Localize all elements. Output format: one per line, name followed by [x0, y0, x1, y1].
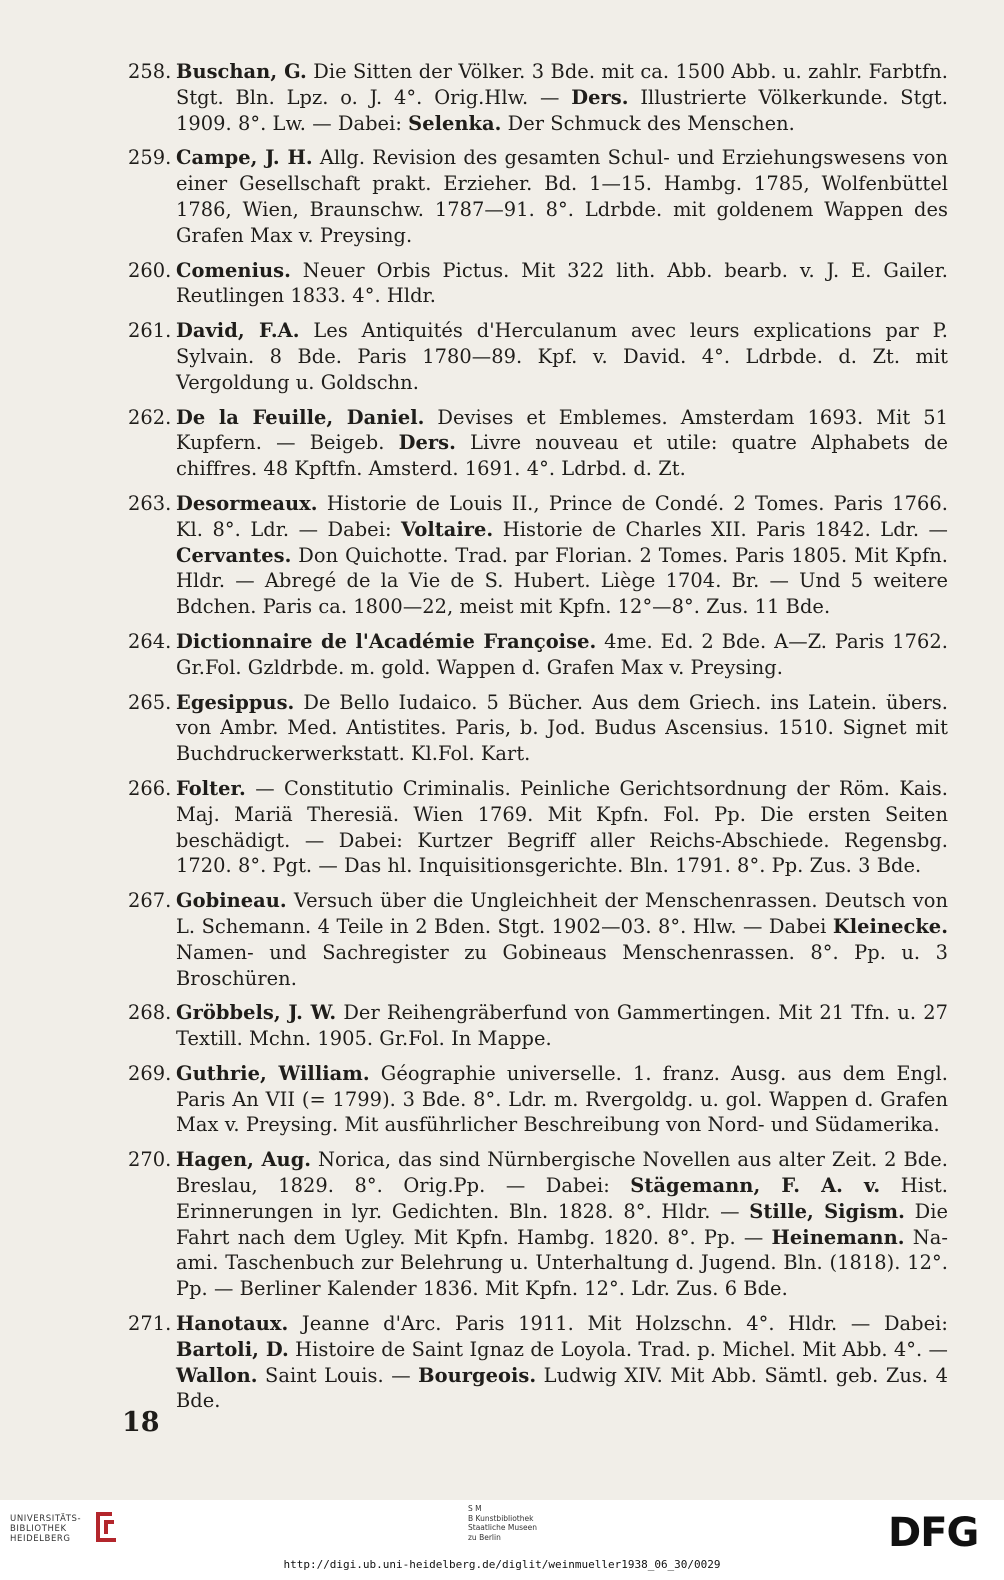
- entry-author: Folter.: [176, 776, 246, 800]
- entry-author: Ders.: [398, 431, 456, 455]
- entry-author: Bartoli, D.: [176, 1337, 289, 1361]
- entry-text: Géographie universelle. 1. franz. Ausg. aus dem Engl. Paris An VII (= 1799). 3 Bde. 8°. Ldr. m. Rvergoldg. u. gol. Wappen d. Grafen Max v. Preysing. Mit ausführlicher Beschreibung von Nord- und Südamerika.: [176, 1061, 949, 1137]
- catalog-entry: [128, 1311, 948, 1414]
- entry-number: 263.: [128, 491, 172, 515]
- entry-number: 259.: [128, 146, 172, 170]
- entry-text: Jeanne d'Arc. Paris 1911. Mit Holzschn. 4°. Hldr. — Dabei:: [288, 1312, 948, 1336]
- entry-text: Saint Louis. —: [257, 1363, 419, 1387]
- entry-text: Historie de Charles XII. Paris 1842. Ldr. —: [493, 517, 948, 541]
- library-line: UNIVERSITÄTS-: [10, 1514, 82, 1524]
- entry-text: Namen- und Sachregister zu Gobineaus Menschenrassen. 8°. Pp. u. 3 Broschüren.: [176, 940, 948, 990]
- catalog-entry: [128, 59, 948, 136]
- entry-text: Die Fahrt nach dem Ugley. Mit Kpfn. Hambg. 1820. 8°. Pp. —: [176, 1199, 948, 1249]
- entry-number: 260.: [128, 258, 172, 282]
- entry-author: Buschan, G.: [176, 60, 307, 83]
- entry-text: Neuer Orbis Pictus. Mit 322 lith. Abb. bearb. v. J. E. Gailer. Reutlingen 1833. 4°. Hldr.: [176, 258, 948, 308]
- catalog-entry: [128, 1147, 948, 1302]
- catalog-entry: [128, 405, 948, 482]
- entry-text: Der Reihengräberfund von Gammertingen. Mit 21 Tfn. u. 27 Textill. Mchn. 1905. Gr.Fol. In Mappe.: [176, 1001, 948, 1051]
- library-name: [10, 1514, 81, 1544]
- entry-text: — Constitutio Criminalis. Peinliche Gerichtsordnung der Röm. Kais. Maj. Mariä Theresiä. Wien 1769. Mit Kpfn. Fol. Pp. Die ersten Seiten beschädigt. — Dabei: Kurtzer Begriff aller Reichs-Abschiede. Regensbg. 1720. 8°. Pgt. — Das hl. Inquisitionsgerichte. Bln. 1791. 8°. Pp. Zus. 3 Bde.: [176, 776, 948, 878]
- entry-text: Der Schmuck des Menschen.: [501, 111, 795, 135]
- entry-author: David, F.A.: [176, 319, 300, 343]
- entry-author: Hagen, Aug.: [176, 1148, 312, 1172]
- digitization-footer: [0, 1500, 1004, 1580]
- entry-author: Kleinecke.: [832, 914, 948, 938]
- entry-author: Dictionnaire de l'Académie Françoise.: [176, 629, 597, 653]
- library-logo-icon: [90, 1508, 122, 1544]
- entry-number: 265.: [128, 690, 172, 714]
- entry-text: Allg. Revision des gesamten Schul- und Erziehungswesens von einer Gesellschaft prakt. Erzieher. Bd. 1—15. Hambg. 1785, Wolfenbüttel 1786, Wien, Braunschw. 1787—91. 8°. Ldrbde. mit goldenem Wappen des Grafen Max v. Preysing.: [176, 146, 948, 247]
- museum-line: zu Berlin: [468, 1532, 501, 1542]
- entry-author: Cervantes.: [176, 543, 292, 567]
- entry-author: Bourgeois.: [418, 1363, 537, 1387]
- dfg-logo: DFG: [888, 1510, 979, 1556]
- library-line: HEIDELBERG: [10, 1534, 71, 1544]
- entry-author: Comenius.: [176, 258, 291, 282]
- entry-number: 271.: [128, 1312, 172, 1336]
- entry-author: Stägemann, F. A. v.: [630, 1174, 881, 1198]
- museum-line: B Kunstbibliothek: [468, 1513, 534, 1523]
- entry-number: 261.: [128, 319, 172, 343]
- catalog-entry: [128, 258, 948, 310]
- entry-author: Egesippus.: [176, 690, 295, 714]
- entry-text: Die Sitten der Völker. 3 Bde. mit ca. 1500 Abb. u. zahlr. Farbtfn. Stgt. Bln. Lpz. o. J. 4°. Orig.Hlw. —: [176, 60, 948, 109]
- museum-line: S M: [468, 1504, 482, 1513]
- entry-author: Ders.: [571, 85, 629, 109]
- entry-text: Hist. Erinnerungen in lyr. Gedichten. Bln. 1828. 8°. Hldr. —: [176, 1174, 949, 1223]
- entry-text: Na-ami. Taschenbuch zur Belehrung u. Unterhaltung d. Jugend. Bln. (1818). 12°. Pp. — Berliner Kalender 1836. Mit Kpfn. 12°. Ldr. Zus. 6 Bde.: [176, 1225, 948, 1301]
- source-url[interactable]: http://digi.ub.uni-heidelberg.de/diglit/weinmueller1938_06_30/0029: [283, 1558, 721, 1571]
- entry-number: 268.: [128, 1001, 172, 1025]
- entry-author: Stille, Sigism.: [749, 1199, 905, 1223]
- entry-text: Livre nouveau et utile: quatre Alphabets de chiffres. 48 Kpftfn. Amsterd. 1691. 4°. Ldrbd. d. Zt.: [176, 431, 948, 481]
- library-line: BIBLIOTHEK: [10, 1524, 67, 1534]
- catalog-entry: [128, 318, 948, 395]
- entry-text: Versuch über die Ungleichheit der Menschenrassen. Deutsch von L. Schemann. 4 Teile in 2 Bden. Stgt. 1902—03. 8°. Hlw. — Dabei: [176, 889, 948, 938]
- catalog-entries: [128, 59, 948, 1423]
- entry-author: Gobineau.: [176, 889, 287, 913]
- catalog-entry: [128, 145, 948, 248]
- catalog-entry: [128, 629, 948, 681]
- entry-author: De la Feuille, Daniel.: [176, 405, 425, 429]
- entry-text: De Bello Iudaico. 5 Bücher. Aus dem Griech. ins Latein. übers. von Ambr. Med. Antistites. Paris, b. Jod. Budus Ascensius. 1510. Signet mit Buchdruckerwerkstatt. Kl.Fol. Kart.: [176, 690, 948, 766]
- entry-author: Gröbbels, J. W.: [176, 1001, 337, 1025]
- entry-text: Histoire de Saint Ignaz de Loyola. Trad. p. Michel. Mit Abb. 4°. —: [288, 1337, 949, 1361]
- catalog-entry: [128, 1061, 948, 1138]
- catalog-entry: [128, 690, 948, 767]
- entry-number: 264.: [128, 629, 172, 653]
- entry-text: Devises et Emblemes. Amsterdam 1693. Mit 51 Kupfern. — Beigeb.: [176, 405, 948, 455]
- entry-text: 4me. Ed. 2 Bde. A—Z. Paris 1762. Gr.Fol. Gzldrbde. m. gold. Wappen d. Grafen Max v. Preysing.: [176, 629, 949, 679]
- entry-text: Norica, das sind Nürnbergische Novellen aus alter Zeit. 2 Bde. Breslau, 1829. 8°. Orig.Pp. — Dabei:: [176, 1148, 948, 1198]
- page-number: 18: [122, 1407, 160, 1438]
- museum-line: Staatliche Museen: [468, 1523, 537, 1532]
- entry-text: Don Quichotte. Trad. par Florian. 2 Tomes. Paris 1805. Mit Kpfn. Hldr. — Abregé de la Vie de S. Hubert. Liège 1704. Br. — Und 5 weitere Bdchen. Paris ca. 1800—22, meist mit Kpfn. 12°—8°. Zus. 11 Bde.: [176, 543, 948, 619]
- entry-author: Heinemann.: [771, 1225, 905, 1249]
- entry-text: Les Antiquités d'Herculanum avec leurs explications par P. Sylvain. 8 Bde. Paris 1780—89. Kpf. v. David. 4°. Ldrbde. d. Zt. mit Vergoldung u. Goldschn.: [176, 319, 948, 394]
- entry-number: 262.: [128, 405, 172, 429]
- catalog-entry: [128, 776, 948, 879]
- entry-number: 270.: [128, 1148, 172, 1172]
- entry-number: 258.: [128, 60, 172, 83]
- entry-author: Selenka.: [408, 111, 502, 135]
- museum-label: [468, 1504, 537, 1542]
- entry-text: Illustrierte Völkerkunde. Stgt. 1909. 8°. Lw. — Dabei:: [176, 85, 948, 135]
- entry-author: Guthrie, William.: [176, 1061, 370, 1085]
- entry-author: Voltaire.: [401, 517, 494, 541]
- catalog-entry: [128, 1000, 948, 1052]
- entry-author: Wallon.: [176, 1363, 258, 1387]
- entry-author: Desormeaux.: [176, 491, 318, 515]
- entry-number: 266.: [128, 776, 172, 800]
- entry-number: 269.: [128, 1061, 172, 1085]
- entry-text: Ludwig XIV. Mit Abb. Sämtl. geb. Zus. 4 Bde.: [176, 1363, 948, 1413]
- entry-author: Campe, J. H.: [176, 146, 313, 170]
- entry-text: Historie de Louis II., Prince de Condé. 2 Tomes. Paris 1766. Kl. 8°. Ldr. — Dabei:: [176, 491, 948, 541]
- entry-author: Hanotaux.: [176, 1312, 289, 1336]
- catalog-entry: [128, 888, 948, 991]
- catalog-entry: [128, 491, 948, 620]
- entry-number: 267.: [128, 889, 172, 913]
